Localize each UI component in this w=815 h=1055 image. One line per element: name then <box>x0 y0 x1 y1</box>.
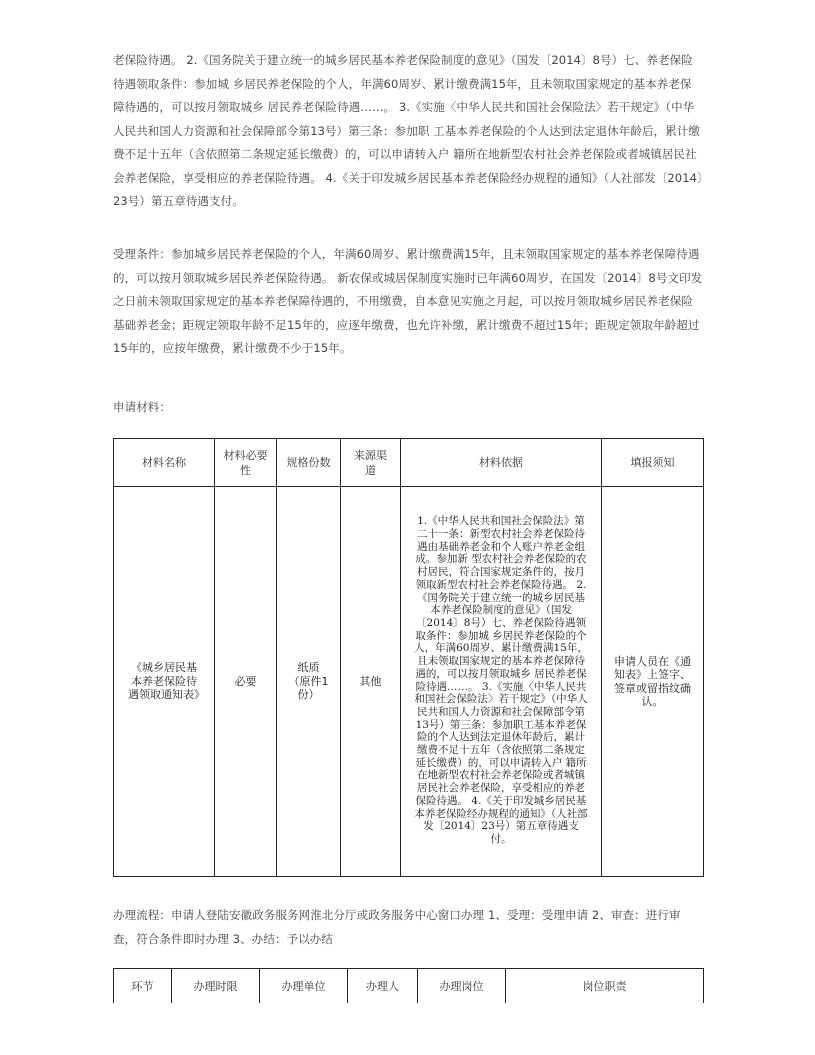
header-material-necessity: 材料必要性 <box>215 439 277 487</box>
header-source-channel: 来源渠道 <box>341 439 401 487</box>
header-handler: 办理人 <box>348 969 418 1004</box>
header-handling-post: 办理岗位 <box>418 969 506 1004</box>
process-table <box>113 968 704 1003</box>
material-note-cell: 申请人员在《通知表》上签字、签章或留指纹确认。 <box>602 487 704 877</box>
header-material-basis: 材料依据 <box>401 439 602 487</box>
materials-header-row <box>114 439 704 487</box>
material-necessity-cell: 必要 <box>215 487 277 877</box>
material-basis-cell: 1.《中华人民共和国社会保险法》第二十一条：新型农村社会养老保险待遇由基础养老金和个人账户养老金组成。参加新 型农村社会养老保险的农村居民，符合国家规定条件的，按月领取新型农村社会养老保险待遇。 2.《国务院关于建立统一的城乡居民基本养老保险制度的意见》（国发〔2014〕8号）七、养老保险待遇领取条件：参加城 乡居民养老保险的个人，年满60周岁、累计缴费满15年，且未领取国家规定的基本养老保障待遇的，可以按月领取城乡 居民养老保险待遇……。 3.《实施〈中华人民共和国社会保险法〉若干规定》（中华人民共和国人力资源和社会保障部令第13号）第三条：参加职工基本养老保险的个人达到法定退休年龄后，累计缴费不足十五年（含依照第二条规定延长缴费）的，可以申请转入户 籍所在地新型农村社会养老保险或者城镇居民社会养老保险，享受相应的养老保险待遇。 4.《关于印发城乡居民基本养老保险经办规程的通知》（人社部发〔2014〕23号）第五章待遇支付。 <box>401 487 602 877</box>
acceptance-conditions-paragraph: 受理条件：参加城乡居民养老保险的个人，年满60周岁、累计缴费满15年，且未领取国家规定的基本养老保障待遇的，可以按月领取城乡居民养老保险待遇。 新农保或城居保制度实施时已年满60周岁，在国发〔2014〕8号文印发之日前未领取国家规定的基本养老保障待遇的，不用缴费，自本意见实施之月起，可以按月领取城乡居民养老保险基础养老金；距规定领取年龄不足15年的，应逐年缴费，也允许补缴，累计缴费不超过15年；距规定领取年龄超过15年的，应按年缴费，累计缴费不少于15年。 <box>113 247 703 355</box>
header-spec-count: 规格份数 <box>277 439 341 487</box>
legal-basis-paragraph: 老保险待遇。 2.《国务院关于建立统一的城乡居民基本养老保险制度的意见》（国发〔2014〕8号）七、养老保险待遇领取条件：参加城 乡居民养老保险的个人，年满60周岁、累计缴费满15年，且未领取国家规定的基本养老保障待遇的，可以按月领取城乡 居民养老保险待遇……。 3.《实施〈中华人民共和国社会保险法〉若干规定》（中华人民共和国人力资源和社会保障部令第13号）第三条：参加职 工基本养老保险的个人达到法定退休年龄后，累计缴费不足十五年（含依照第二条规定延长缴费）的，可以申请转入户 籍所在地新型农村社会养老保险或者城镇居民社会养老保险，享受相应的养老保险待遇。 4.《关于印发城乡居民基本养老保险经办规程的通知》（人社部发〔2014〕23号）第五章待遇支付。 <box>113 53 703 208</box>
material-spec-cell: 纸质（原件1份） <box>277 487 341 877</box>
process-flow-paragraph: 办理流程：申请人登陆安徽政务服务网淮北分厅或政务服务中心窗口办理 1、受理：受理申请 2、审查：进行审查，符合条件即时办理 3、办结：予以办结 <box>113 908 681 946</box>
materials-heading: 申请材料： <box>113 400 171 414</box>
header-fill-notes: 填报须知 <box>602 439 704 487</box>
header-step: 环节 <box>114 969 172 1004</box>
header-handling-unit: 办理单位 <box>260 969 348 1004</box>
material-source-cell: 其他 <box>341 487 401 877</box>
table-row <box>114 487 704 877</box>
header-post-duties: 岗位职责 <box>506 969 704 1004</box>
materials-table <box>113 438 704 877</box>
process-header-row <box>114 969 704 1004</box>
material-name-cell: 《城乡居民基本养老保险待遇领取通知表》 <box>114 487 215 877</box>
header-time-limit: 办理时限 <box>172 969 260 1004</box>
header-material-name: 材料名称 <box>114 439 215 487</box>
